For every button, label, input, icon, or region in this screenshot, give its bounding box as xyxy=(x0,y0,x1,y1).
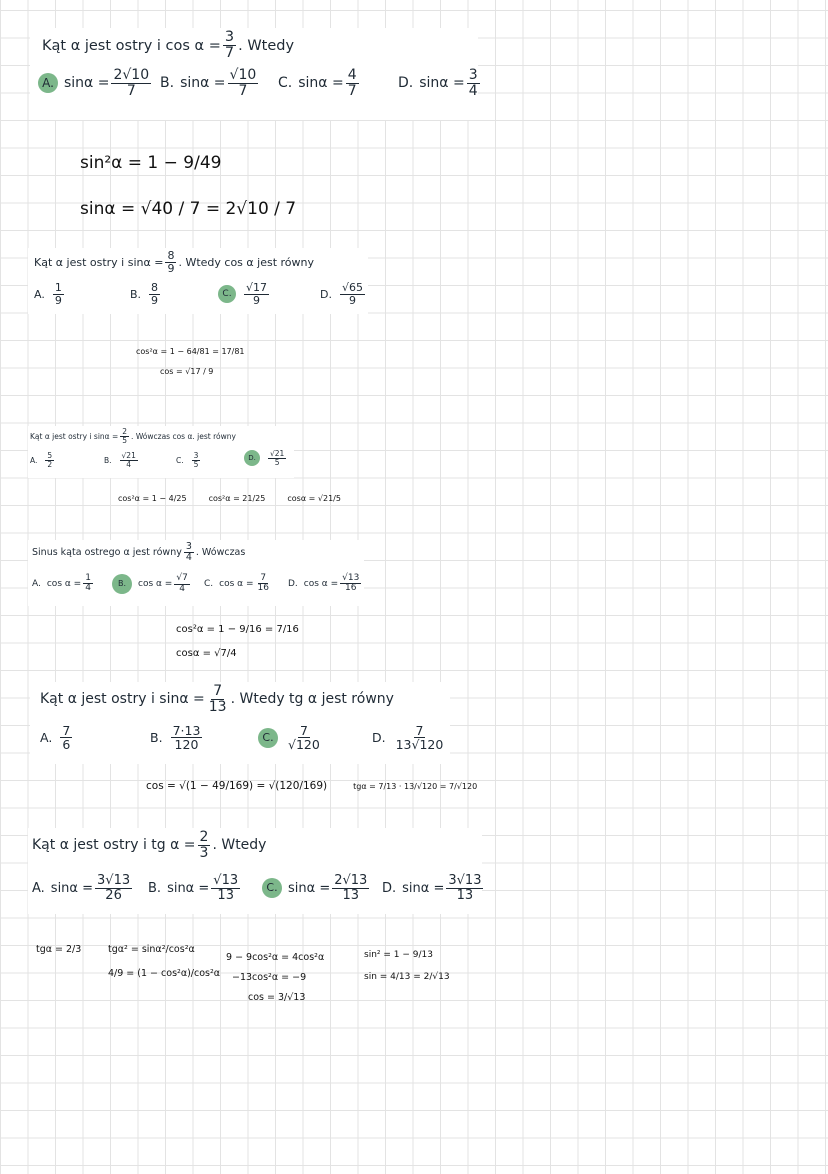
selected-answer-marker: D. xyxy=(244,450,260,466)
problem-6-option-a[interactable]: A. sinα = $\frac{3√13}{26}$ xyxy=(32,873,131,903)
selected-answer-marker: C. xyxy=(262,878,282,898)
problem-2-handwritten-work: cos²α = 1 − 64/81 = 17/81 cos = √17 / 9 xyxy=(136,347,245,376)
problem-2-option-c[interactable]: C. $\frac{√17}{9}$ xyxy=(218,282,271,306)
problem-4-question: Sinus kąta ostrego α jest równy $\frac{3}{4}$ . Wówczas xyxy=(32,541,246,563)
question-fraction: $\frac{3}{7}$ xyxy=(224,29,235,62)
problem-2-question: Kąt α jest ostry i sinα = $\frac{8}{9}$ . Wtedy cos α jest równy xyxy=(34,249,315,275)
selected-answer-marker: C. xyxy=(218,285,236,303)
problem-2-option-b[interactable]: B. $\frac{8}{9}$ xyxy=(130,281,159,307)
problem-1-option-c[interactable]: C. sinα = $\frac{4}{7}$ xyxy=(278,67,357,99)
problem-3-question: Kąt α jest ostry i sinα = $\frac{2}{5}$ . Wówczas cos α. jest równy xyxy=(30,427,236,445)
problem-6-option-d[interactable]: D. sinα = $\frac{3√13}{13}$ xyxy=(382,873,482,903)
problem-3-option-a[interactable]: A. $\frac{5}{2}$ xyxy=(30,451,53,469)
problem-1-option-d[interactable]: D. sinα = $\frac{3}{4}$ xyxy=(398,67,478,99)
problem-6-handwritten-work-left: tgα = 2/3 tgα² = sinα²/cos²α 4/9 = (1 − cos²α)/cos²α xyxy=(36,944,221,979)
problem-4-handwritten-work: cos²α = 1 − 9/16 = 7/16 cosα = √7/4 xyxy=(176,624,299,659)
problem-6-handwritten-work-right: sin² = 1 − 9/13 sin = 4/13 = 2/√13 xyxy=(364,950,450,982)
selected-answer-marker: A. xyxy=(38,73,58,93)
question-text: Kąt α jest ostry i cos α = xyxy=(42,37,221,54)
selected-answer-marker: C. xyxy=(258,728,278,748)
problem-5-question: Kąt α jest ostry i sinα = $\frac{7}{13}$ . Wtedy tg α jest równy xyxy=(40,683,394,715)
problem-1-option-b[interactable]: B. sinα = $\frac{√10}{7}$ xyxy=(160,67,257,99)
problem-3-option-b[interactable]: B. $\frac{√21}{4}$ xyxy=(104,451,136,469)
problem-5-option-b[interactable]: B. $\frac{7\cdot 13}{120}$ xyxy=(150,723,201,753)
problem-1-handwritten-work: sin²α = 1 − 9/49 sinα = √40 / 7 = 2√10 / 7 xyxy=(80,153,297,219)
problem-5-option-c[interactable]: C. $\frac{7}{√120}$ xyxy=(258,724,324,751)
problem-5-handwritten-work: cos = √(1 − 49/169) = √(120/169) tgα = 7/13 · 13/√120 = 7/√120 xyxy=(146,780,478,792)
problem-4-option-a[interactable]: A. cos α = $\frac{1}{4}$ xyxy=(32,573,91,594)
problem-6-handwritten-work-middle: 9 − 9cos²α = 4cos²α −13cos²α = −9 cos = 3/√13 xyxy=(226,952,325,1003)
question-text-end: . Wtedy xyxy=(238,37,295,54)
problem-4-option-c[interactable]: C. cos α = $\frac{7}{16}$ xyxy=(204,573,269,594)
problem-6-option-b[interactable]: B. sinα = $\frac{√13}{13}$ xyxy=(148,873,239,903)
problem-1-option-a[interactable]: A. sinα = $\frac{2√10}{7}$ xyxy=(38,68,153,98)
problem-3-handwritten-work: cos²α = 1 − 4/25 cos²α = 21/25 cosα = √21/5 xyxy=(118,494,341,503)
selected-answer-marker: B. xyxy=(112,574,132,594)
problem-6-question: Kąt α jest ostry i tg α = $\frac{2}{3}$ . Wtedy xyxy=(32,829,267,861)
problem-3-option-c[interactable]: C. $\frac{3}{5}$ xyxy=(176,451,199,469)
problem-5-option-a[interactable]: A. $\frac{7}{6}$ xyxy=(40,723,71,753)
problem-6-option-c[interactable]: C. sinα = $\frac{2√13}{13}$ xyxy=(262,874,371,902)
problem-5-option-d[interactable]: D. $\frac{7}{13√120}$ xyxy=(372,723,444,753)
problem-4-option-d[interactable]: D. cos α = $\frac{√13}{16}$ xyxy=(288,573,360,594)
problem-4-option-b[interactable]: B. cos α = $\frac{√7}{4}$ xyxy=(112,574,192,594)
problem-2-option-a[interactable]: A. $\frac{1}{9}$ xyxy=(34,281,62,307)
problem-2-option-d[interactable]: D. $\frac{√65}{9}$ xyxy=(320,281,363,307)
problem-1-question xyxy=(42,30,294,61)
problem-3-option-d[interactable]: D. $\frac{√21}{5}$ xyxy=(244,450,288,467)
